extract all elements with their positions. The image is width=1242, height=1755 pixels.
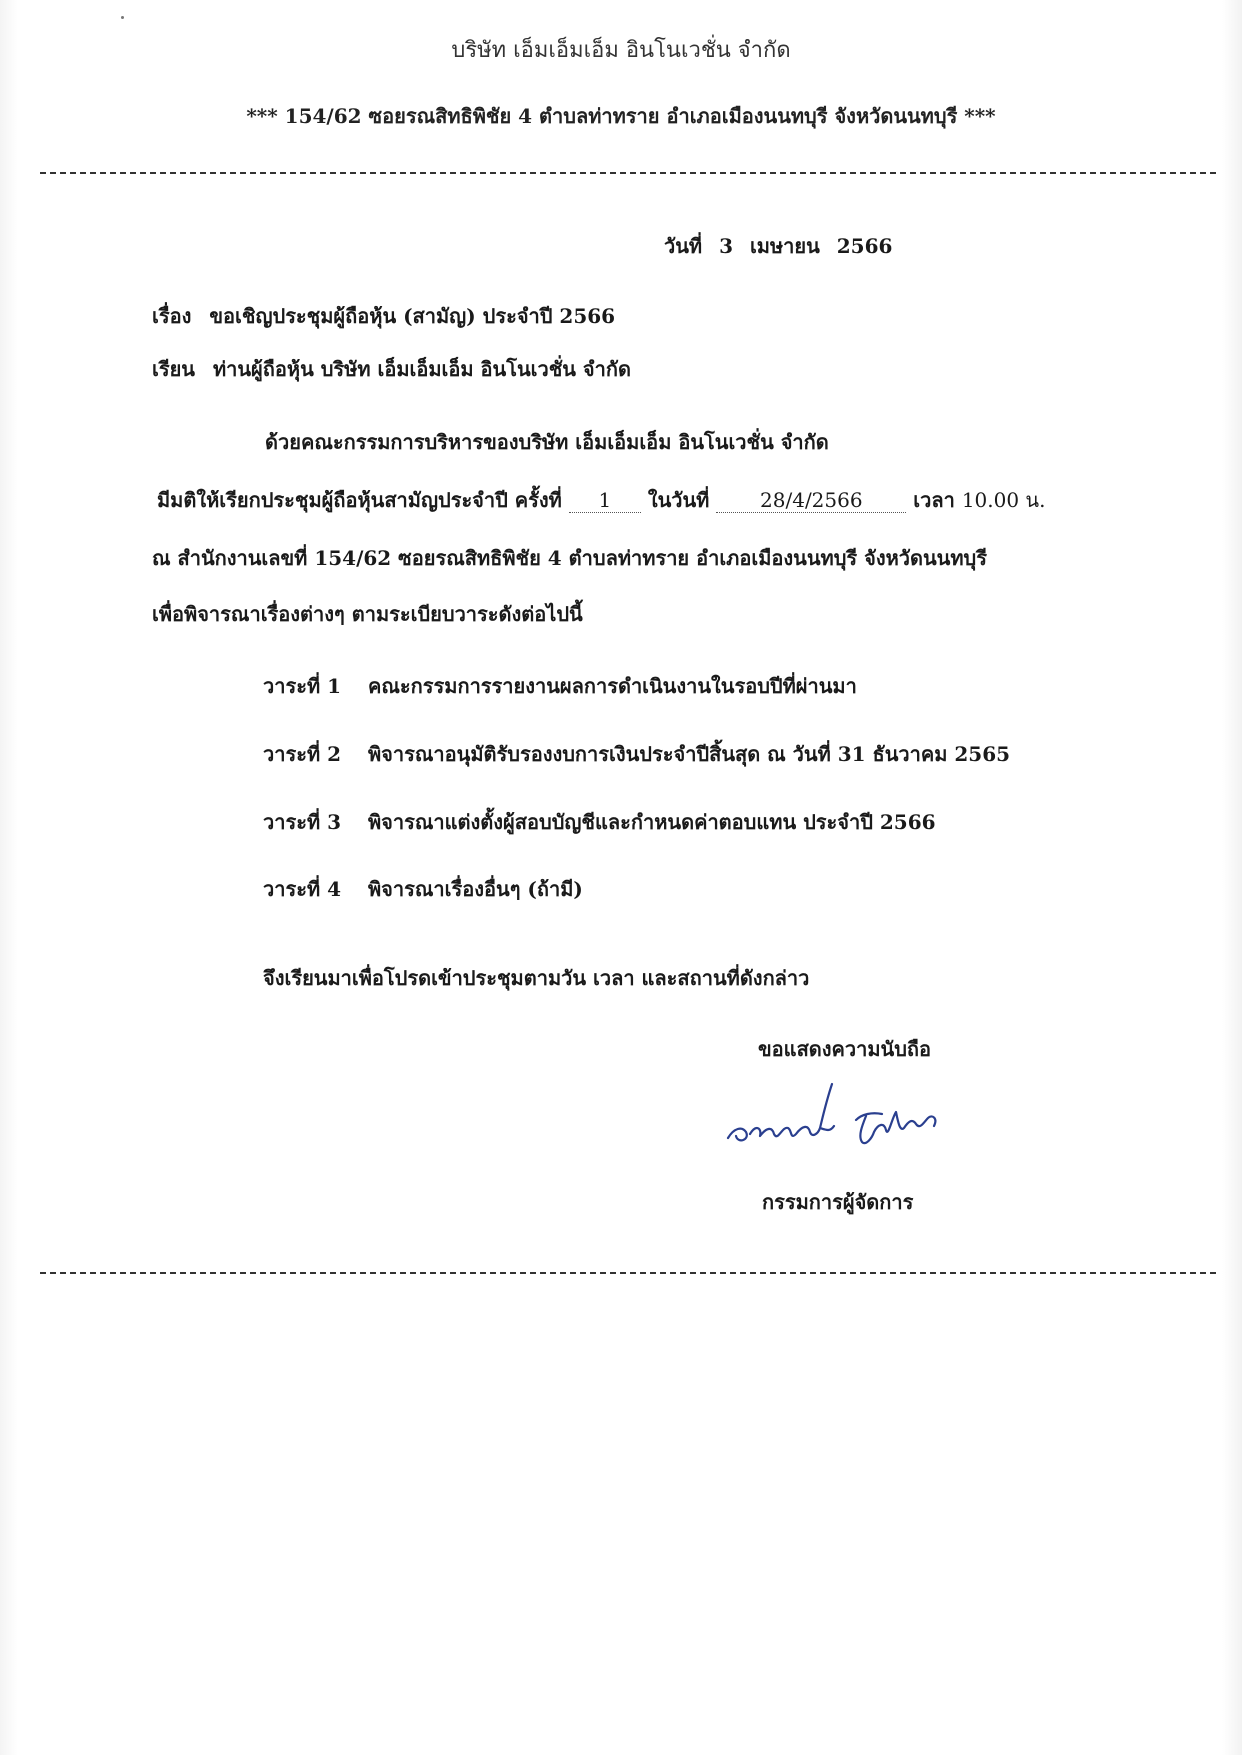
letter-date <box>664 230 902 262</box>
body-line-4: เพื่อพิจารณาเรื่องต่างๆ ตามระเบียบวาระดังต่อไปนี้ <box>152 602 583 626</box>
company-address: *** 154/62 ซอยรณสิทธิพิชัย 4 ตำบลท่าทราย อำเภอเมืองนนทบุรี จังหวัดนนทบุรี *** <box>246 104 996 128</box>
signer-title: กรรมการผู้จัดการ <box>762 1190 914 1214</box>
body-line-1: ด้วยคณะกรรมการบริหารของบริษัท เอ็มเอ็มเอ็ม อินโนเวชั่น จำกัด <box>265 430 829 454</box>
agenda-label: วาระที่ 2 <box>263 742 342 766</box>
signature-image <box>716 1062 956 1162</box>
meeting-date-label: ในวันที่ <box>647 488 710 512</box>
body-line-3: ณ สำนักงานเลขที่ 154/62 ซอยรณสิทธิพิชัย 4 ตำบลท่าทราย อำเภอเมืองนนทบุรี จังหวัดนนทบุรี <box>152 546 987 570</box>
meeting-time: 10.00 น. <box>961 488 1046 512</box>
recipient-text: ท่านผู้ถือหุ้น บริษัท เอ็มเอ็มเอ็ม อินโนเวชั่น จำกัด <box>212 357 631 381</box>
meeting-prefix: มีมติให้เรียกประชุมผู้ถือหุ้นสามัญประจำปี ครั้งที่ <box>157 488 562 512</box>
company-name: บริษัท เอ็มเอ็มเอ็ม อินโนเวชั่น จำกัด <box>451 38 791 63</box>
signature-stroke <box>728 1084 834 1140</box>
subject-label: เรื่อง <box>152 304 192 328</box>
agenda-text: พิจารณาแต่งตั้งผู้สอบบัญชีและกำหนดค่าตอบแทน ประจำปี 2566 <box>368 810 936 834</box>
bottom-divider <box>40 1272 1216 1274</box>
agenda-label: วาระที่ 4 <box>263 877 342 901</box>
agenda-text: คณะกรรมการรายงานผลการดำเนินงานในรอบปีที่ผ่านมา <box>368 674 857 698</box>
meeting-date: 28/4/2566 <box>716 488 906 513</box>
agenda-label: วาระที่ 3 <box>263 810 342 834</box>
meeting-number: 1 <box>569 488 641 513</box>
regards-line: ขอแสดงความนับถือ <box>758 1037 932 1061</box>
agenda-item <box>263 806 936 838</box>
scan-speck <box>121 16 124 19</box>
closing-line: จึงเรียนมาเพื่อโปรดเข้าประชุมตามวัน เวลา และสถานที่ดังกล่าว <box>263 966 810 990</box>
agenda-text: พิจารณาเรื่องอื่นๆ (ถ้ามี) <box>368 877 583 901</box>
agenda-item <box>263 670 857 702</box>
date-year: 2566 <box>836 234 893 258</box>
subject-line <box>152 300 615 332</box>
meeting-time-label: เวลา <box>913 488 955 512</box>
agenda-item <box>263 738 1010 770</box>
date-label: วันที่ <box>664 234 703 258</box>
date-day: 3 <box>719 234 733 258</box>
signature-stroke <box>856 1112 935 1143</box>
body-line-2 <box>157 484 1045 516</box>
agenda-label: วาระที่ 1 <box>263 674 342 698</box>
top-divider <box>40 172 1216 174</box>
date-month: เมษายน <box>749 234 820 258</box>
recipient-label: เรียน <box>152 357 195 381</box>
agenda-item <box>263 873 583 905</box>
recipient-line <box>152 353 631 385</box>
subject-text: ขอเชิญประชุมผู้ถือหุ้น (สามัญ) ประจำปี 2566 <box>209 304 616 328</box>
agenda-text: พิจารณาอนุมัติรับรองงบการเงินประจำปีสิ้นสุด ณ วันที่ 31 ธันวาคม 2565 <box>368 742 1011 766</box>
